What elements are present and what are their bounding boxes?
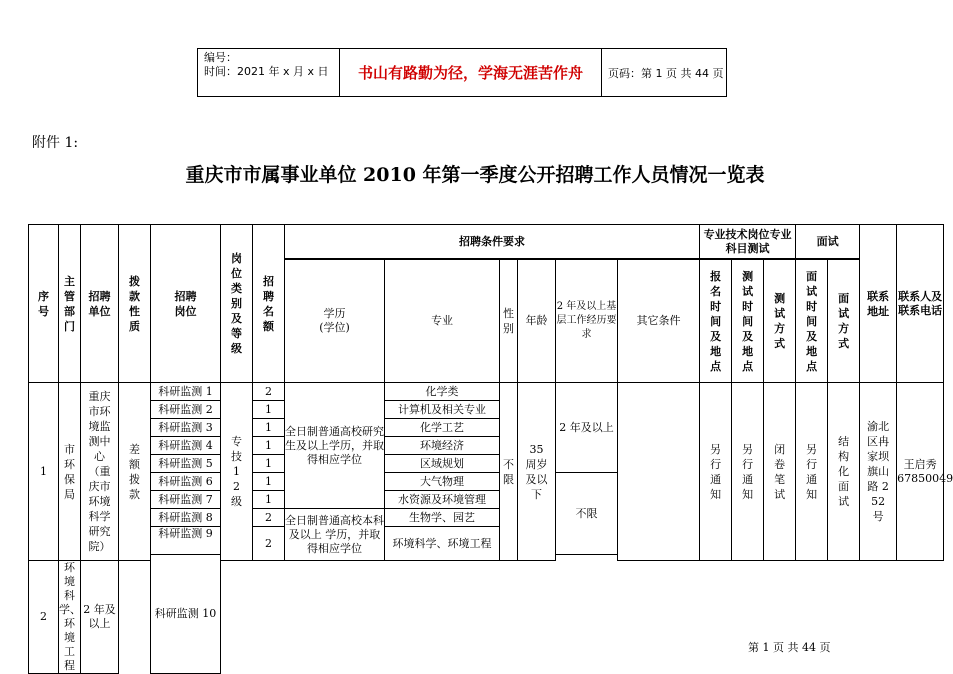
cell-major: 区域规划 [385,455,500,473]
cell-address: 渝北区冉家坝旗山路 252 号 [860,383,897,561]
cell-major: 计算机及相关专业 [385,401,500,419]
cell-quota: 1 [253,419,285,437]
cell-age: 35 周岁及以下 [518,383,556,561]
cell-post: 科研监测 6 [151,473,221,491]
cell-signup: 另行通知 [700,383,732,561]
cell-major: 环境科学、环境工程 [385,527,500,561]
cell-quota: 1 [253,437,285,455]
cell-post: 科研监测 3 [151,419,221,437]
col-major: 专业 [385,260,500,383]
cell-major: 大气物理 [385,473,500,491]
col-interview-method: 面试方式 [828,260,860,383]
col-exam-time: 测试时间及地点 [732,260,764,383]
col-experience: 2 年及以上基层工作经历要求 [556,260,618,383]
col-interview: 面试 [796,225,860,259]
col-post: 招聘岗位 [151,225,221,383]
recruitment-table [28,224,953,674]
cell-contact: 王启秀 67850049 [897,383,944,561]
cell-post: 科研监测 2 [151,401,221,419]
cell-major: 化学类 [385,383,500,401]
cell-major: 水资源及环境管理 [385,491,500,509]
cell-seq: 1 [29,383,59,561]
col-education: 学历 (学位) [285,260,385,383]
page-footer: 第 1 页 共 44 页 [748,641,831,654]
slogan: 书山有路勤为径，学海无涯苦作舟 [340,49,602,96]
col-interview-time: 面试时间及地点 [796,260,828,383]
cell-interview-method: 结构化面试 [828,383,860,561]
cell-post: 科研监测 5 [151,455,221,473]
cell-quota: 2 [253,509,285,527]
cell-exam-time: 另行通知 [732,383,764,561]
cell-post: 科研监测 10 [151,555,221,674]
cell-post-class: 专技 12 级 [221,383,253,561]
col-post-class: 岗位类别及等级 [221,225,253,383]
cell-unit: 重庆市环境监测中心（重庆市环境科学研究院） [81,383,119,561]
col-exam-method: 测试方式 [764,260,796,383]
col-dept: 主管部门 [59,225,81,383]
header-meta [198,49,340,96]
time-label: 时间：2021 年 x 月 x 日 [204,65,329,78]
attachment-label: 附件 1: [32,135,79,151]
cell-gender: 不限 [500,383,518,561]
cell-quota: 1 [253,491,285,509]
cell-other [618,383,700,561]
cell-funding: 差额拨款 [119,383,151,561]
cell-exam-method: 闭卷笔试 [764,383,796,561]
cell-major: 环境经济 [385,437,500,455]
page-info: 页码：第 1 页 共 44 页 [608,66,724,80]
cell-dept: 市环保局 [59,383,81,561]
cell-education-a: 全日制普通高校研究生及以上学历，并取得相应学位 [285,383,385,509]
cell-post: 科研监测 9 [151,527,221,555]
cell-quota: 2 [253,527,285,561]
cell-quota: 2 [253,383,285,401]
document-header [197,48,727,97]
cell-quota: 2 [29,561,59,674]
cell-post: 科研监测 7 [151,491,221,509]
col-signup: 报名时间及地点 [700,260,732,383]
cell-major: 化学工艺 [385,419,500,437]
col-quota: 招聘名额 [253,225,285,383]
col-requirements: 招聘条件要求 [285,225,700,259]
col-contact: 联系人及联系电话 [897,225,944,383]
cell-post: 科研监测 1 [151,383,221,401]
code-label: 编号： [204,51,237,64]
cell-major: 生物学、园艺 [385,509,500,527]
col-tech-exam: 专业技术岗位专业科目测试 [700,225,796,259]
cell-experience-c: 2 年及以上 [81,561,119,674]
col-unit: 招聘单位 [81,225,119,383]
cell-post: 科研监测 4 [151,437,221,455]
col-gender: 性别 [500,260,518,383]
cell-experience-b: 不限 [556,473,618,555]
col-age: 年龄 [518,260,556,383]
cell-quota: 1 [253,473,285,491]
col-funding: 拨款性质 [119,225,151,383]
cell-interview-time: 另行通知 [796,383,828,561]
cell-major: 环境科学、环境工程 [59,561,81,672]
cell-post: 科研监测 8 [151,509,221,527]
cell-education-b: 全日制普通高校本科及以上 学历，并取得相应学位 [285,509,385,561]
col-other: 其它条件 [618,260,700,383]
cell-experience-a: 2 年及以上 [556,383,618,473]
cell-quota: 1 [253,401,285,419]
col-seq: 序号 [29,225,59,383]
table-row [29,383,944,401]
col-address: 联系地址 [860,225,897,383]
cell-quota: 1 [253,455,285,473]
page-title: 重庆市市属事业单位 2010 年第一季度公开招聘工作人员情况一览表 [185,164,765,186]
